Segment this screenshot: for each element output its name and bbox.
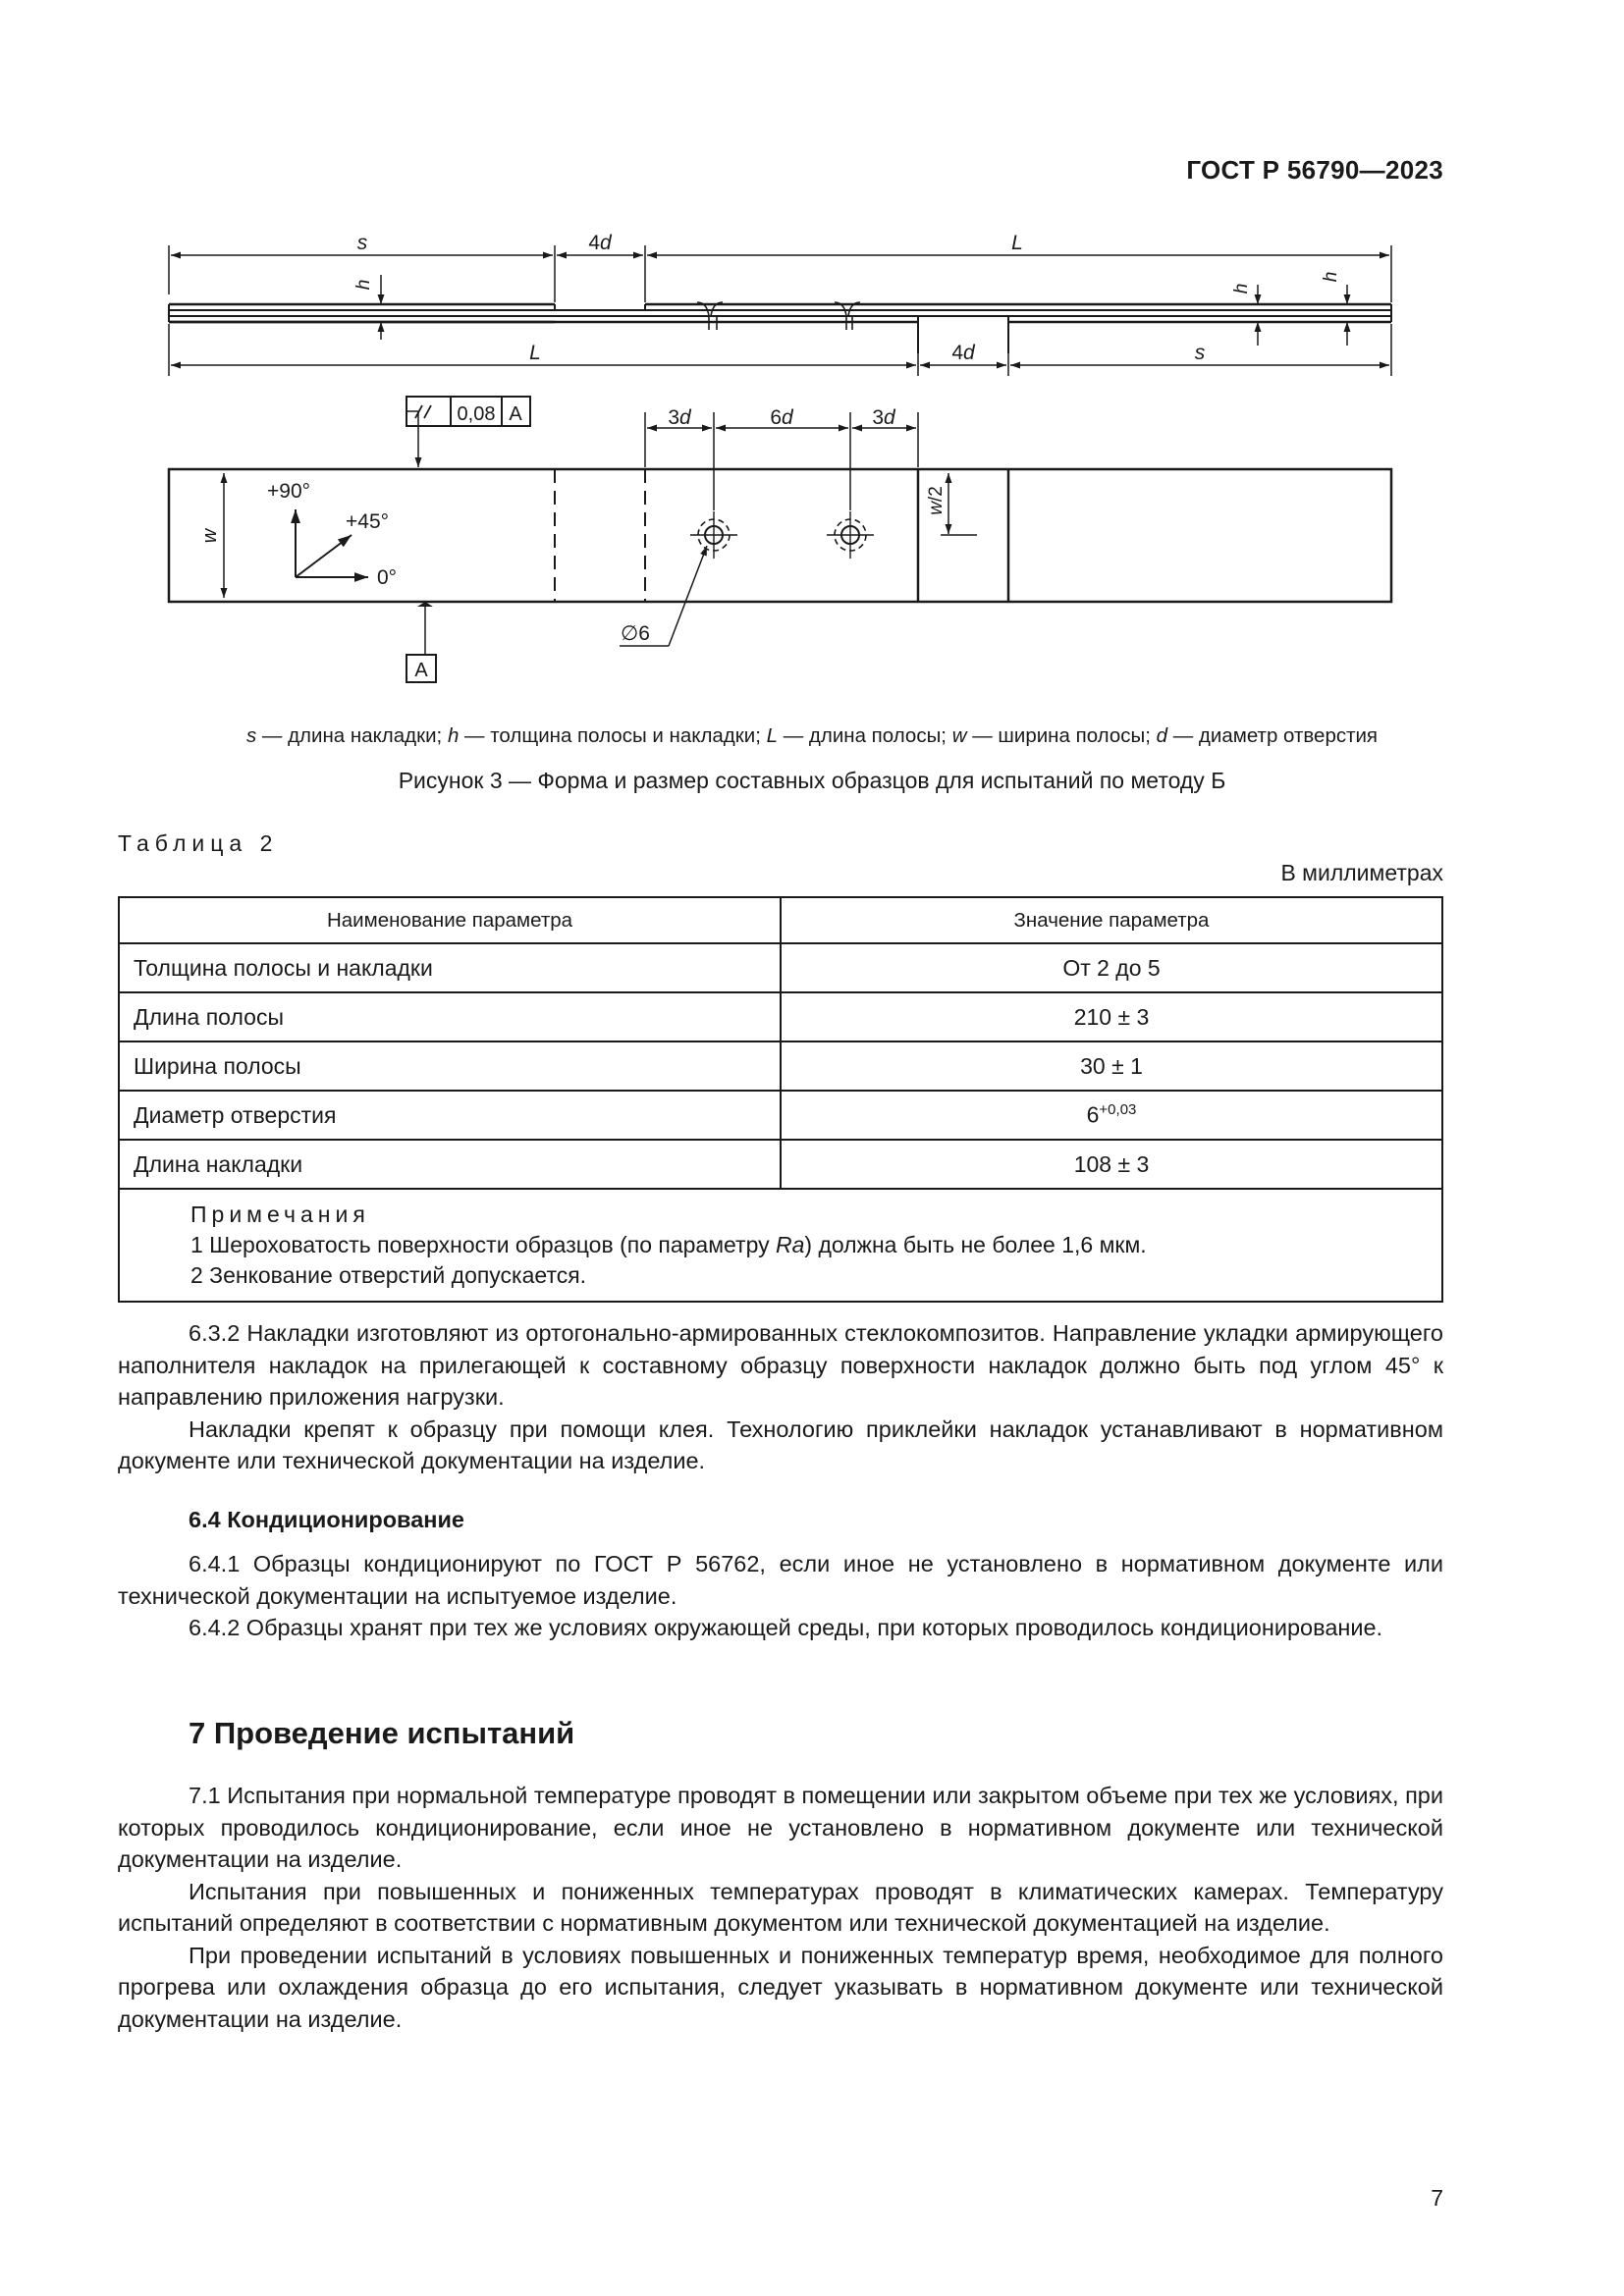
bolt-hole-right-icon	[827, 511, 874, 559]
param-tolerance: +0,03	[1099, 1101, 1137, 1119]
dim-4d-top: 4d	[588, 232, 612, 254]
table-header-row	[119, 897, 1442, 943]
param-value: $6^{+0,03}$	[781, 1091, 1442, 1140]
dim-s-bottom: s	[1194, 342, 1206, 364]
paragraph: 6.4.1 Образцы кондиционируют по ГОСТ Р 56762, если иное не установлено в нормативном документе или технической документации на испытуемое изделие.	[118, 1551, 1443, 1609]
dim-w: w	[199, 528, 221, 544]
specimen-drawing	[147, 221, 1424, 741]
dim-6d: 6d	[770, 406, 793, 429]
document-code: ГОСТ Р 56790—2023	[1186, 155, 1443, 185]
param-value: 108 ± 3	[781, 1140, 1442, 1189]
param-value: 30 ± 1	[781, 1041, 1442, 1091]
page-number: 7	[1431, 2185, 1443, 2211]
param-name: Ширина полосы	[119, 1041, 781, 1091]
table-row	[119, 1041, 1442, 1091]
dim-w-half: w/2	[926, 486, 947, 515]
tolerance-value: 0,08	[457, 403, 496, 425]
dim-L-bottom: L	[529, 342, 541, 364]
table-label: Таблица 2	[118, 830, 279, 856]
param-name: Длина накладки	[119, 1140, 781, 1189]
figure-legend: s — длина накладки; h — толщина полосы и накладки; L — длина полосы; w — ширина полосы; d — диаметр отверстия	[245, 724, 1379, 747]
angle-90-label: +90°	[267, 480, 311, 503]
heading-7: 7 Проведение испытаний	[189, 1716, 575, 1750]
tolerance-datum: A	[509, 403, 522, 425]
table-units: В миллиметрах	[1280, 860, 1443, 885]
paragraph: 6.4.2 Образцы хранят при тех же условиях окружающей среды, при которых проводилось кондиционирование.	[189, 1615, 1383, 1640]
paragraph: Испытания при повышенных и пониженных температурах проводят в климатических камерах. Температуру испытаний определяют в соответствии с нормативным документом или технической документацией на изделие.	[118, 1878, 1443, 1936]
table-row	[119, 1091, 1442, 1140]
dim-3d-right: 3d	[872, 406, 895, 429]
hole-diameter-label: ∅6	[621, 622, 650, 645]
note-1: 1 Шероховатость поверхности образцов (по параметру Ra) должна быть не более 1,6 мкм.	[190, 1232, 1147, 1257]
side-view	[169, 245, 1391, 376]
plan-view	[169, 397, 1391, 682]
dim-h-right-2: h	[1321, 271, 1341, 283]
dim-L-top: L	[1011, 232, 1023, 254]
dim-4d-bottom: 4d	[951, 342, 975, 364]
table-notes-row	[119, 1189, 1442, 1302]
angle-0-label: 0°	[377, 566, 398, 589]
note-2: 2 Зенкование отверстий допускается.	[190, 1262, 587, 1288]
table-row	[119, 943, 1442, 992]
heading-6-4: 6.4 Кондиционирование	[189, 1507, 464, 1532]
paragraph: При проведении испытаний в условиях повышенных и пониженных температур время, необходимое для полного прогрева или охлаждения образца до его испытания, следует указывать в нормативном документе или технической документации на изделие.	[118, 1942, 1443, 2032]
column-header: Значение параметра	[781, 897, 1442, 943]
parameters-table	[118, 896, 1443, 1303]
table-row	[119, 992, 1442, 1041]
param-name: Диаметр отверстия	[119, 1091, 781, 1140]
notes-title: Примечания	[190, 1201, 370, 1227]
section-6-3-2	[118, 1317, 1443, 1477]
dim-h-right-1: h	[1231, 283, 1252, 294]
param-value: От 2 до 5	[781, 943, 1442, 992]
paragraph: 7.1 Испытания при нормальной температуре проводят в помещении или закрытом объеме при тех же условиях, при которых проводилось кондиционирование, если иное не установлено в нормативном документе или технической документации на изделие.	[118, 1783, 1444, 1872]
section-7	[118, 1780, 1443, 2035]
paragraph: Накладки крепят к образцу при помощи клея. Технологию приклейки накладок устанавливают в нормативном документе или технической документации на изделие.	[118, 1415, 1443, 1473]
paragraph: 6.3.2 Накладки изготовляют из ортогонально-армированных стеклокомпозитов. Направление укладки армирующего наполнителя накладок на прилегающей к составному образцу поверхности накладок должно быть под углом 45° к направлению приложения нагрузки.	[118, 1320, 1443, 1410]
bolt-hole-left-icon	[690, 511, 737, 559]
dim-s-top: s	[356, 232, 368, 254]
dim-3d-left: 3d	[668, 406, 691, 429]
table-notes	[119, 1189, 1442, 1302]
figure-caption: Рисунок 3 — Форма и размер составных образцов для испытаний по методу Б	[398, 768, 1226, 793]
param-value: 210 ± 3	[781, 992, 1442, 1041]
param-name: Толщина полосы и накладки	[119, 943, 781, 992]
datum-box-label: A	[414, 660, 428, 681]
table-row	[119, 1140, 1442, 1189]
param-name: Длина полосы	[119, 992, 781, 1041]
dim-h-left: h	[353, 279, 374, 291]
section-6-4	[118, 1548, 1443, 1644]
column-header: Наименование параметра	[119, 897, 781, 943]
angle-45-label: +45°	[346, 510, 390, 533]
